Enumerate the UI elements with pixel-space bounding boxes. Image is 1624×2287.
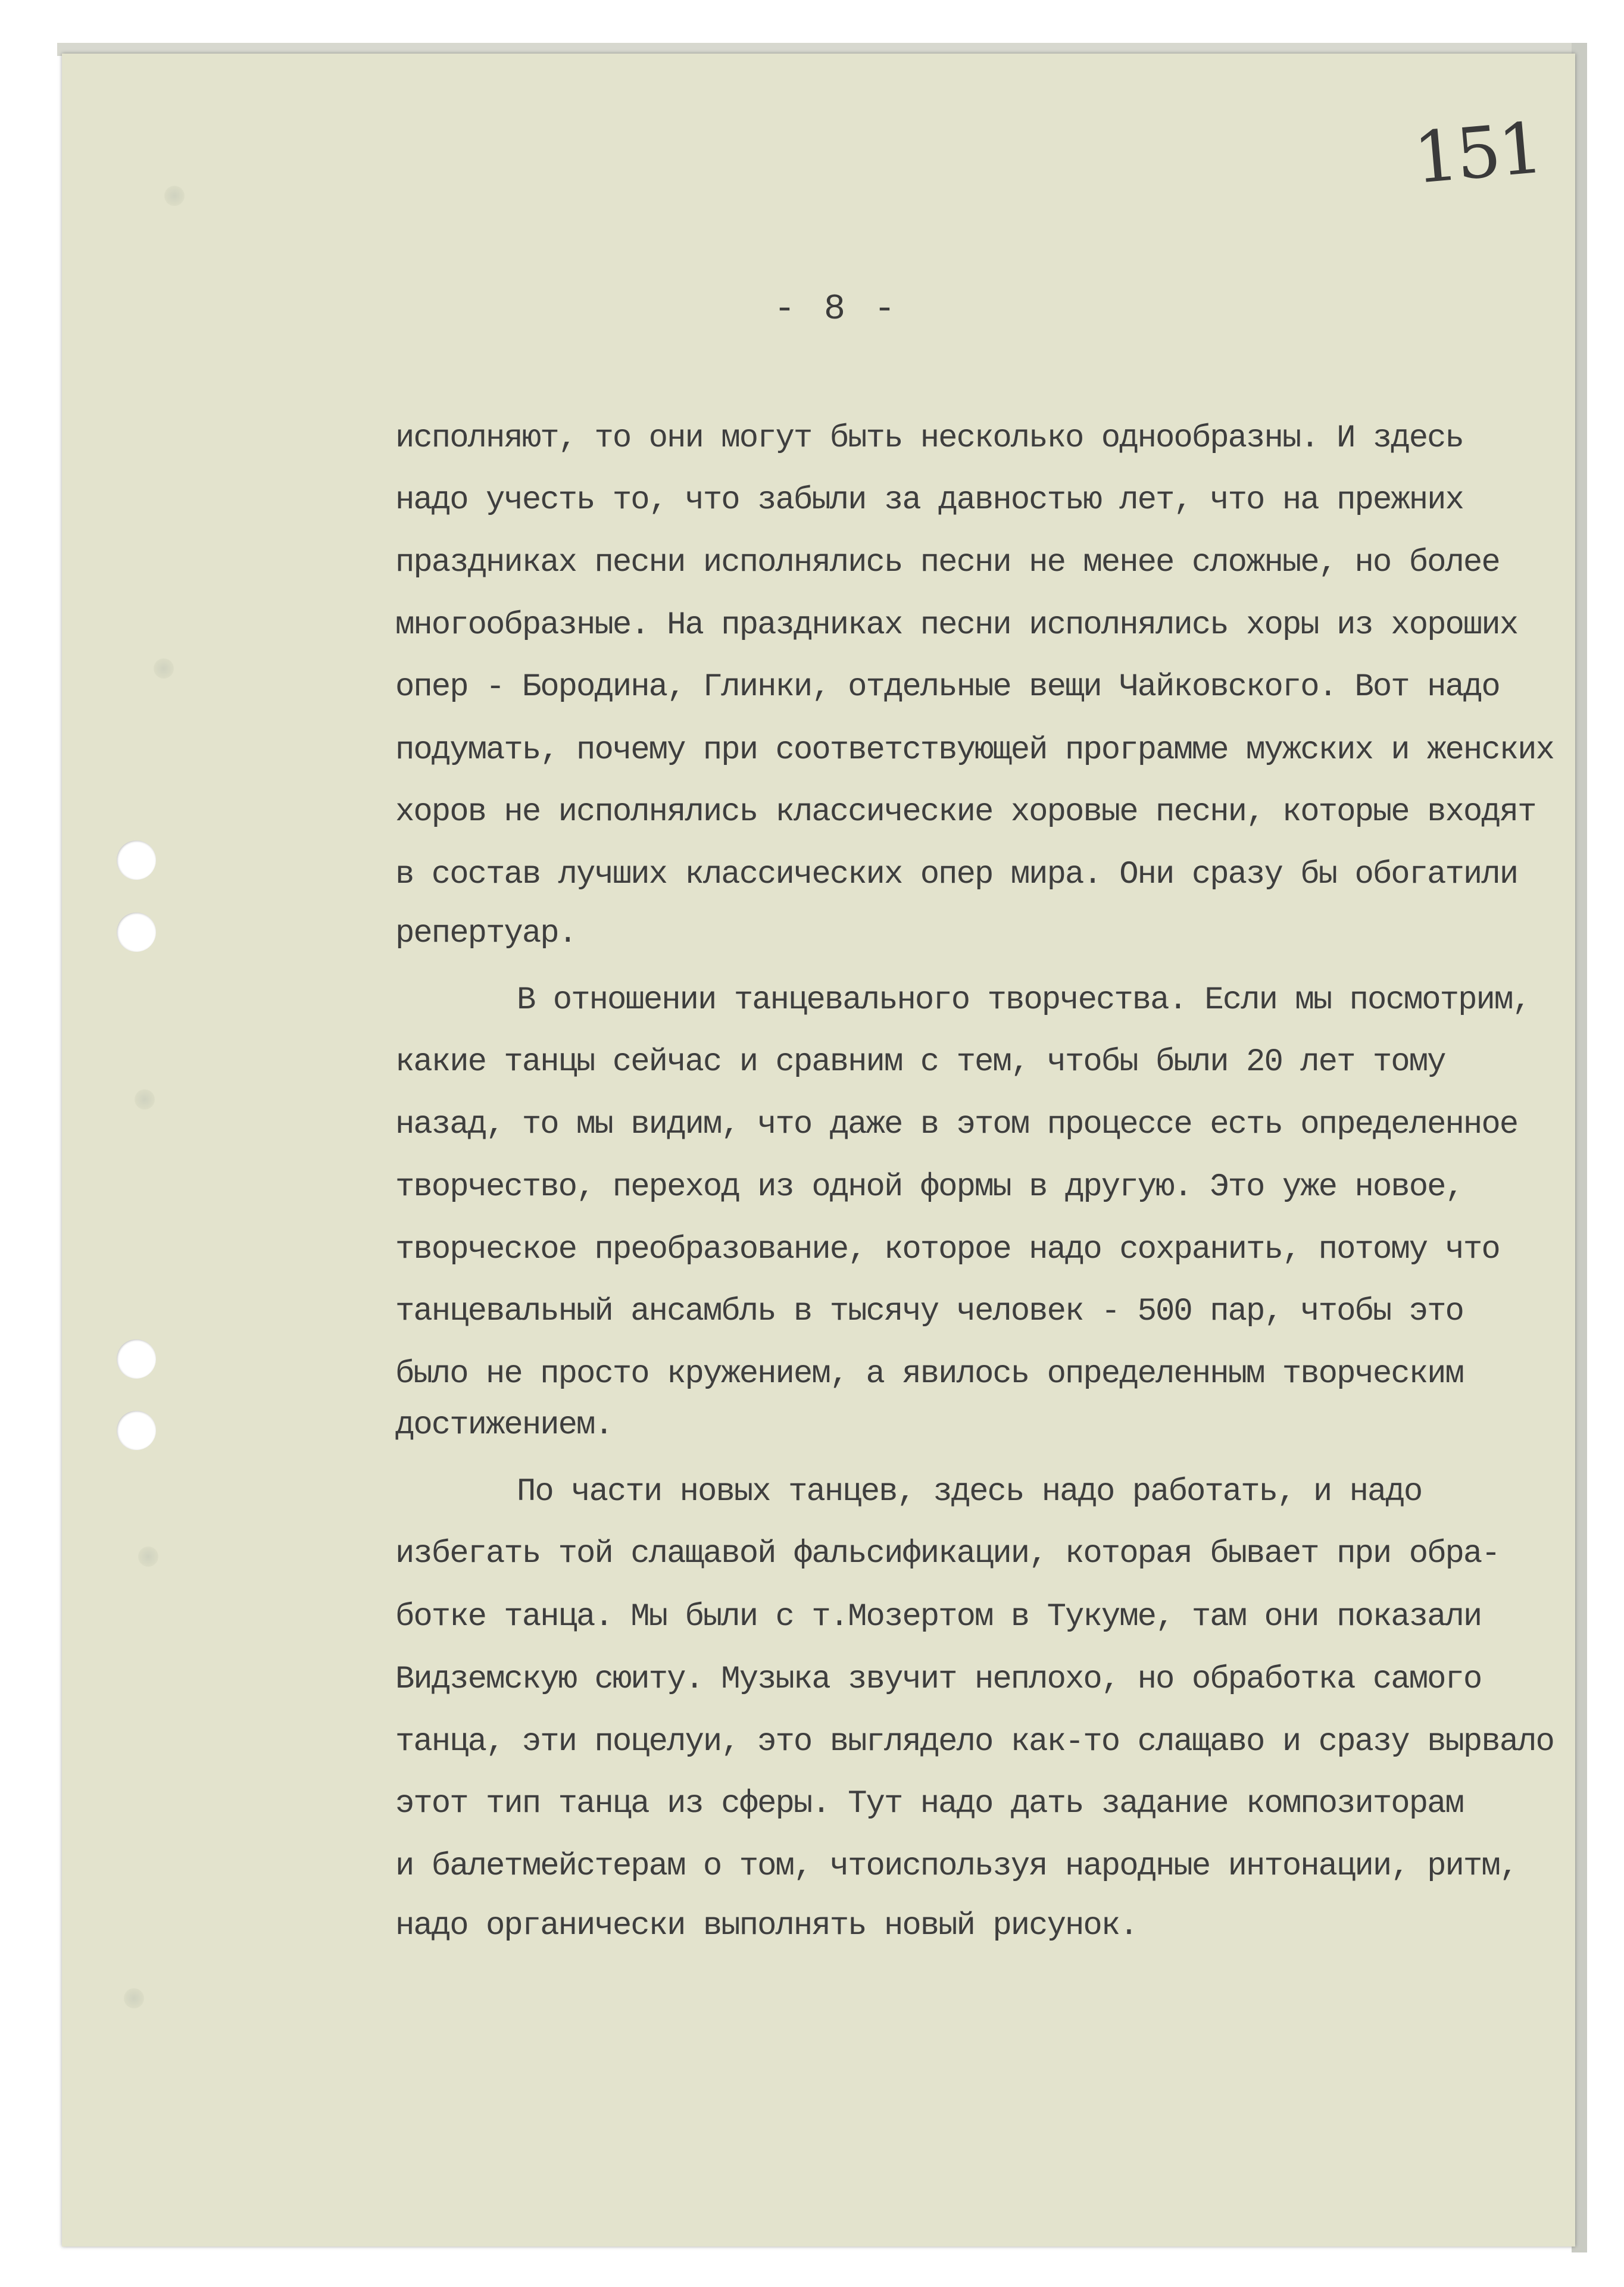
text-line: назад, то мы видим, что даже в этом процессе есть определенное bbox=[395, 1107, 1518, 1143]
punch-hole bbox=[117, 913, 156, 952]
text-line: достижением. bbox=[395, 1407, 613, 1444]
page-number: - 8 - bbox=[774, 289, 900, 330]
paper-stain bbox=[135, 1089, 155, 1110]
text-line: было не просто кружением, а явилось определенным творческим bbox=[395, 1356, 1463, 1392]
text-line: хоров не исполнялись классические хоровые песни, которые входят bbox=[395, 794, 1536, 830]
text-line: какие танцы сейчас и сравним с тем, чтобы были 20 лет тому bbox=[395, 1044, 1445, 1080]
text-line: избегать той слащавой фальсификации, которая бывает при обра- bbox=[395, 1536, 1500, 1572]
paragraph-first-line: По части новых танцев, здесь надо работать, и надо bbox=[517, 1474, 1422, 1510]
text-line: исполняют, то они могут быть несколько однообразны. И здесь bbox=[395, 420, 1463, 457]
text-line: праздниках песни исполнялись песни не менее сложные, но более bbox=[395, 545, 1500, 581]
punch-hole bbox=[117, 1411, 156, 1450]
punch-hole bbox=[117, 841, 156, 880]
text-line: опер - Бородина, Глинки, отдельные вещи Чайковского. Вот надо bbox=[395, 669, 1500, 705]
text-line: многообразные. На праздниках песни исполнялись хоры из хороших bbox=[395, 607, 1518, 643]
text-line: и балетмейстерам о том, чтоиспользуя народные интонации, ритм, bbox=[395, 1848, 1518, 1885]
paper-stain bbox=[124, 1988, 144, 2008]
paper-stain bbox=[154, 658, 174, 679]
paper-stain bbox=[138, 1546, 158, 1567]
text-line: танцевальный ансамбль в тысячу человек - 500 пар, чтобы это bbox=[395, 1294, 1463, 1330]
text-line: надо органически выполнять новый рисунок. bbox=[395, 1908, 1138, 1944]
handwritten-folio-number: 151 bbox=[1410, 106, 1544, 200]
text-line: танца, эти поцелуи, это выглядело как-то слащаво и сразу вырвало bbox=[395, 1724, 1554, 1760]
text-line: надо учесть то, что забыли за давностью лет, что на прежних bbox=[395, 482, 1463, 518]
text-line: творчество, переход из одной формы в другую. Это уже новое, bbox=[395, 1169, 1463, 1205]
text-line: творческое преобразование, которое надо сохранить, потому что bbox=[395, 1232, 1500, 1268]
punch-hole bbox=[117, 1339, 156, 1379]
paper-stain bbox=[164, 186, 185, 206]
text-line: ботке танца. Мы были с т.Мозертом в Тукуме, там они показали bbox=[395, 1599, 1482, 1635]
text-line: репертуар. bbox=[395, 916, 577, 952]
text-line: подумать, почему при соответствующей программе мужских и женских bbox=[395, 732, 1554, 768]
text-line: в состав лучших классических опер мира. Они сразу бы обогатили bbox=[395, 857, 1518, 893]
text-line: этот тип танца из сферы. Тут надо дать задание композиторам bbox=[395, 1786, 1463, 1822]
paragraph-first-line: В отношении танцевального творчества. Если мы посмотрим, bbox=[517, 982, 1531, 1018]
text-line: Видземскую сюиту. Музыка звучит неплохо, но обработка самого bbox=[395, 1661, 1482, 1698]
